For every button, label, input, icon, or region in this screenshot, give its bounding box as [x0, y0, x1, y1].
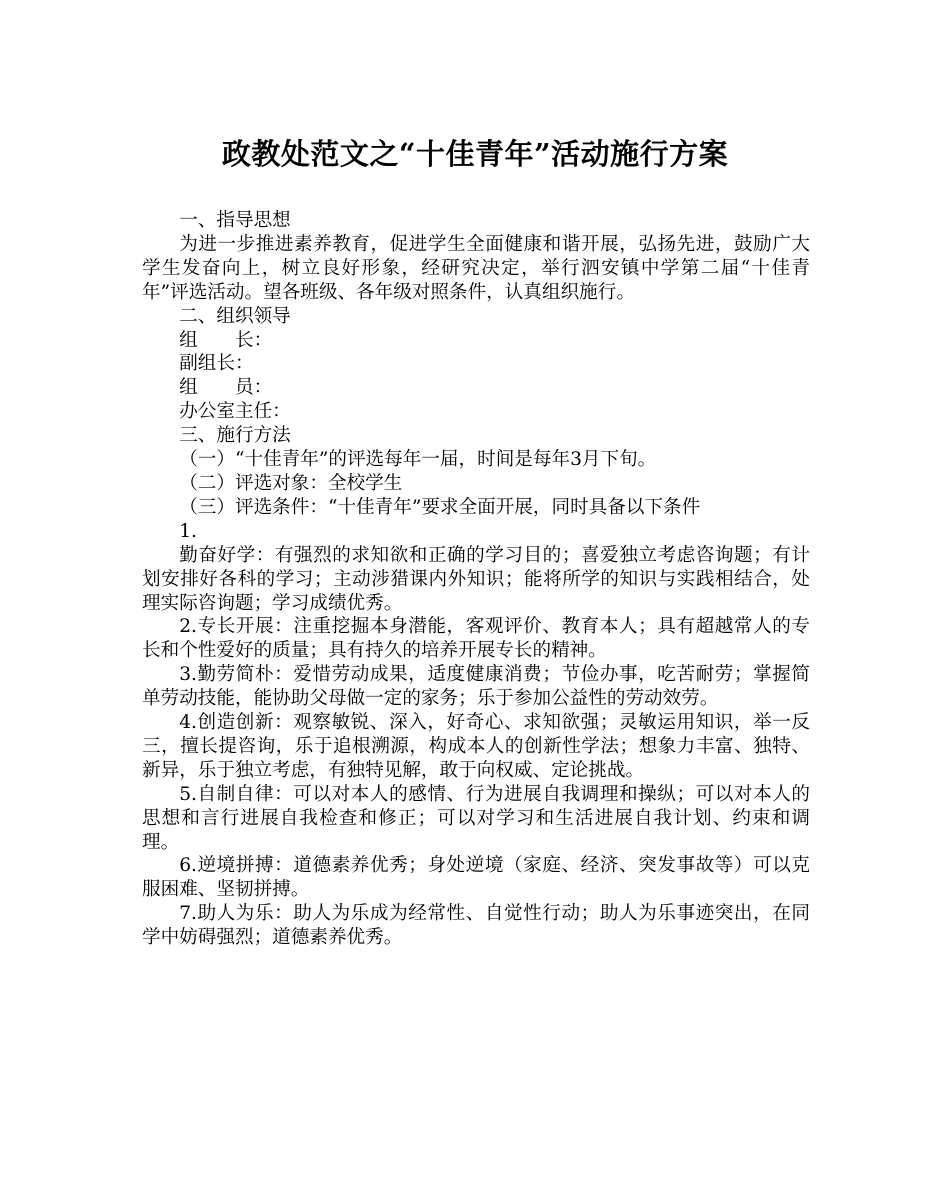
criteria-number-1: 1. — [179, 520, 197, 542]
criteria-innovation: 4.创造创新：观察敏锐、深入，好奇心、求知欲强；灵敏运用知识，举一反三，擅长提咨询，乐于追根溯源，构成本人的创新性学法；想象力丰富、独特、新异，乐于独立考虑，有独特见解，敢于向权威、定论挑战。 — [142, 712, 810, 781]
section-heading-guiding-ideology: 一、指导思想 — [179, 210, 291, 231]
section-heading-organization: 二、组织领导 — [179, 305, 291, 327]
criteria-helping-others: 7.助人为乐：助人为乐成为经常性、自觉性行动；助人为乐事迹突出，在同学中妨碍强烈；道德素养优秀。 — [142, 903, 810, 949]
implementation-item-3: （三）评选条件：“十佳青年”要求全面开展，同时具备以下条件 — [179, 496, 701, 518]
section-heading-implementation: 三、施行方法 — [179, 425, 291, 447]
criteria-hardworking-frugal: 3.勤劳简朴：爱惜劳动成果，适度健康消费；节俭办事，吃苦耐劳；掌握简单劳动技能，能协助父母做一定的家务；乐于参加公益性的劳动效劳。 — [142, 664, 810, 710]
document-title: 政教处范文之“十佳青年”活动施行方案 — [221, 137, 729, 171]
criteria-self-discipline: 5.自制自律：可以对本人的感情、行为进展自我调理和操纵；可以对本人的思想和言行进展自我检查和修正；可以对学习和生活进展自我计划、约束和调理。 — [142, 783, 810, 853]
org-office-director-line: 办公室主任： — [179, 401, 291, 423]
org-leader-line: 组 长： — [179, 329, 273, 351]
document-body — [142, 209, 810, 950]
criteria-diligent-study: 勤奋好学：有强烈的求知欲和正确的学习目的；喜爱独立考虑咨询题；有计划安排好各科的学习；主动涉猎课内外知识；能将所学的知识与实践相结合，处理实际咨询题；学习成绩优秀。 — [142, 544, 810, 614]
org-members-line: 组 员： — [179, 377, 273, 399]
paragraph-guiding-ideology: 为进一步推进素养教育，促进学生全面健康和谐开展，弘扬先进，鼓励广大学生发奋向上，树立良好形象，经研究决定，举行泗安镇中学第二届“十佳青年”评选活动。望各班级、各年级对照条件，认真组织施行。 — [142, 233, 810, 303]
criteria-adversity: 6.逆境拼搏：道德素养优秀；身处逆境（家庭、经济、突发事故等）可以克服困难、坚韧拼搏。 — [142, 855, 810, 901]
implementation-item-2: （二）评选对象：全校学生 — [179, 472, 403, 494]
criteria-specialty: 2.专长开展：注重挖掘本身潜能，客观评价、教育本人；具有超越常人的专长和个性爱好的质量；具有持久的培养开展专长的精神。 — [142, 616, 810, 662]
org-deputy-leader-line: 副组长： — [179, 353, 254, 375]
implementation-item-1: （一）“十佳青年”的评选每年一届，时间是每年3月下旬。 — [179, 449, 657, 471]
